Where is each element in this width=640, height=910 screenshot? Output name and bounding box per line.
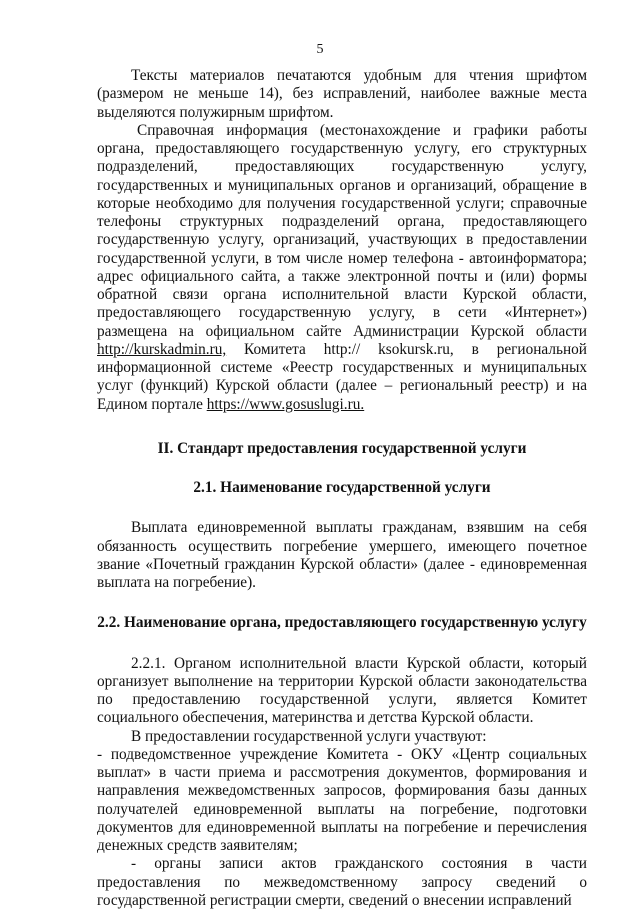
paragraph-2-2-1: 2.2.1. Органом исполнительной власти Курской области, который организует выполнение на территории Курской области законодательства по предоставлению государственной услуги, является Комитет социального обеспечения, материнства и детства Курской области.: [97, 654, 587, 727]
paragraph-service-name: Выплата единовременной выплаты гражданам, взявшим на себя обязанность осуществить погребение умершего, имеющего почетное звание «Почетный гражданин Курской области» (далее - единовременная выплата на погребение).: [97, 519, 587, 591]
paragraph-reference-info: [97, 122, 587, 414]
reference-info-text-middle: Комитета http:// ksokursk.ru, в региональной информационной системе «Реестр государственных и муниципальных услуг (функций) Курской области (далее – региональный реестр) и на Едином портале: [97, 340, 587, 413]
paragraph-participants-intro: В предоставлении государственной услуги участвуют:: [131, 727, 487, 745]
list-item-center: - подведомственное учреждение Комитета - ОКУ «Центр социальных выплат» в части приема и рассмотрения документов, формирования и направления межведомственных запросов, формирования базы данных получателей единовременной выплаты на погребение, подготовки документов для единовременной выплаты на погребение и перечисления денежных средств заявителям;: [97, 745, 587, 854]
list-item-registry-offices: - органы записи актов гражданского состояния в части предоставления по межведомственному запросу сведений о государственной регистрации смерти, сведений о внесении исправлений: [97, 855, 587, 909]
gosuslugi-link[interactable]: https://www.gosuslugi.ru.: [206, 395, 365, 413]
section-heading: II. Стандарт предоставления государственной услуги: [157, 439, 527, 457]
subsection-heading-2-1: 2.1. Наименование государственной услуги: [193, 479, 491, 496]
document-body: [97, 67, 587, 910]
reference-info-text: Справочная информация (местонахождение и графики работы органа, предоставляющего государственную услугу, его структурных подразделений, предоставляющих государственную услугу, государственных и муниципальных органов и организаций, обращение в которые необходимо для получения государственной услуги; справочные телефоны структурных подразделений органа, предоставляющего государственную услугу, организаций, участвующих в предоставлении государственной услуги, в том числе номер телефона - автоинформатора; адрес официального сайта, а также электронной почты и (или) формы обратной связи органа исполнительной власти Курской области, предоставляющего государственную услугу, в сети «Интернет») размещена на официальном сайте Администрации Курской области: [97, 121, 587, 340]
paragraph-fonts: Тексты материалов печатаются удобным для чтения шрифтом (размером не меньше 14), без исправлений, наиболее важные места выделяются полужирным шрифтом.: [97, 67, 587, 121]
kurskadmin-link[interactable]: http://kurskadmin.ru,: [97, 340, 227, 358]
subsection-heading-2-2: 2.2. Наименование органа, предоставляющего государственную услугу: [97, 614, 587, 632]
page-number: 5: [316, 42, 324, 57]
